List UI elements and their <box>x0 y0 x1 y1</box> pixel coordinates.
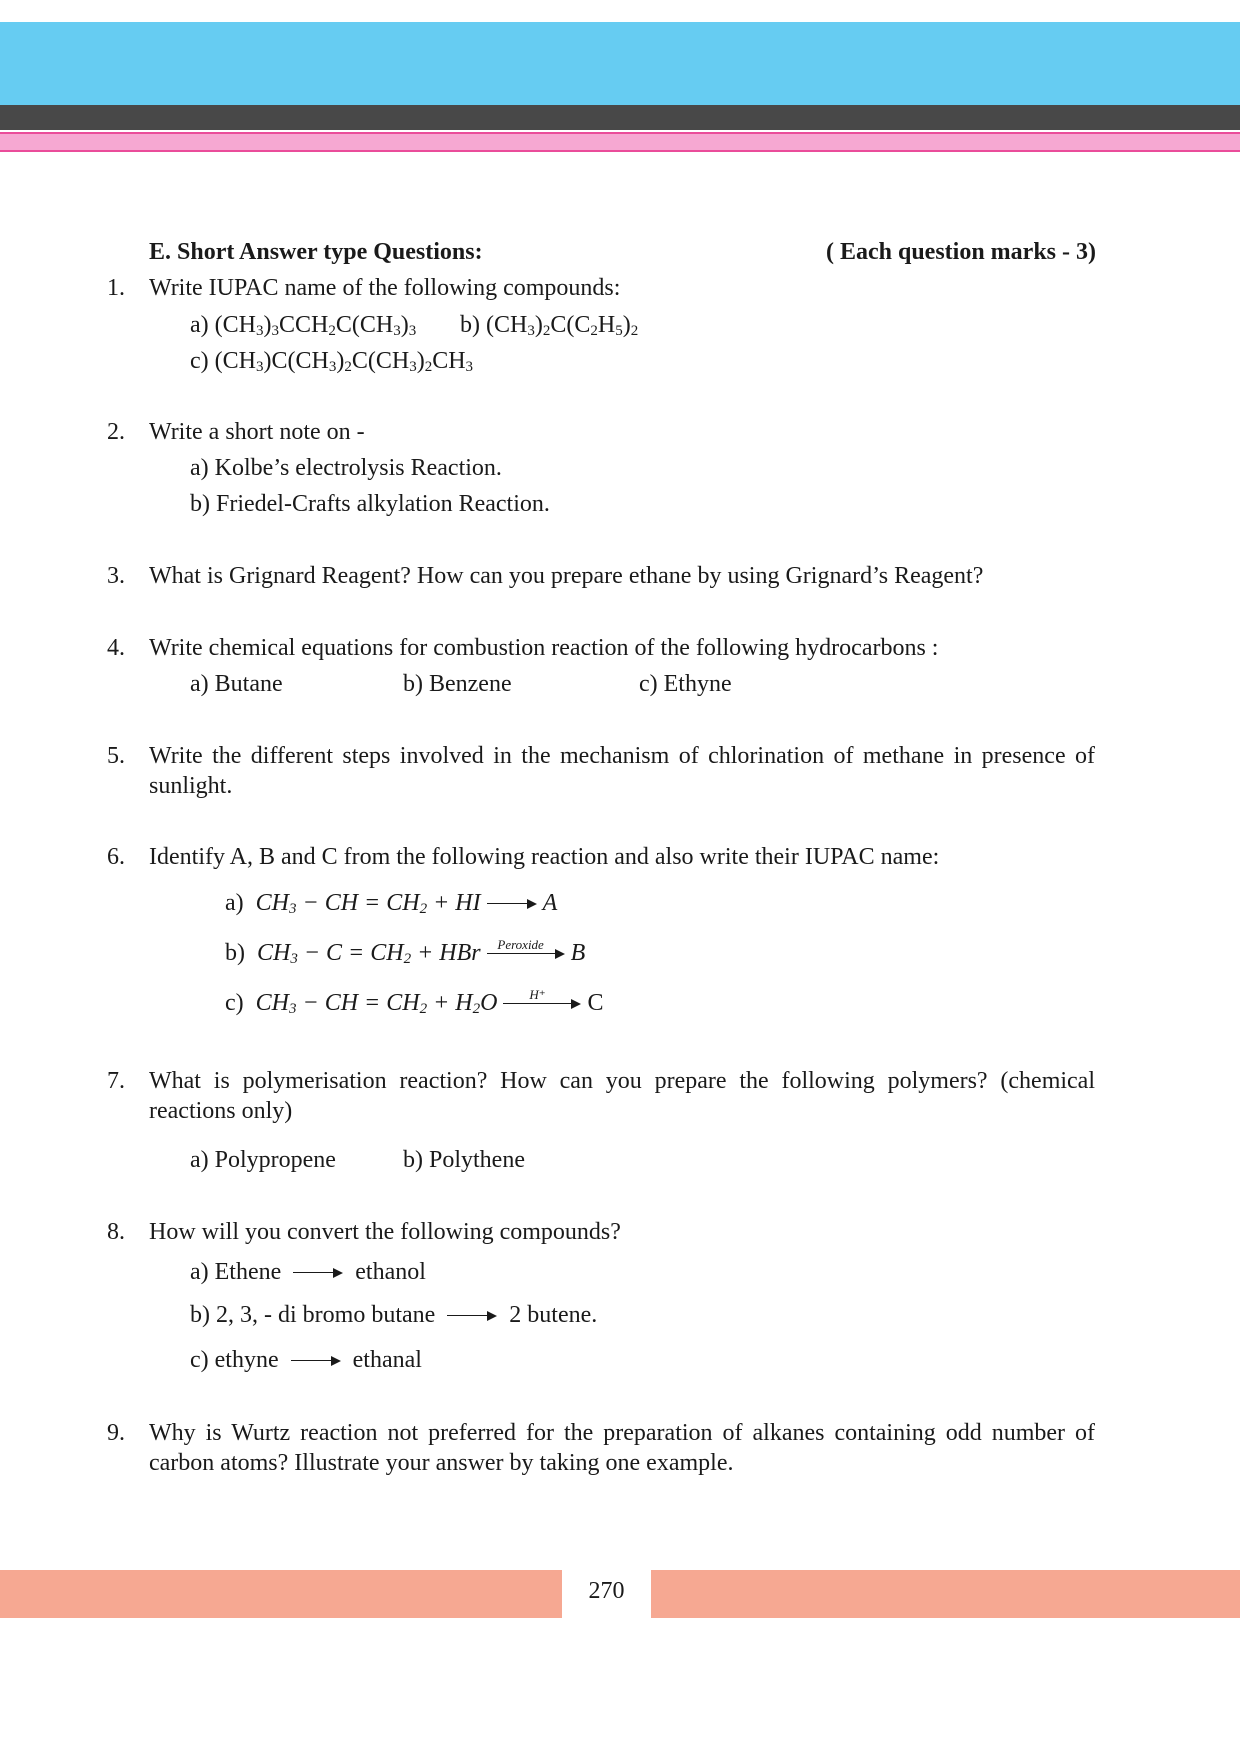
question-number: 2. <box>107 419 125 445</box>
question-5-text: Write the different steps involved in the mechanism of chlorination of methane in presence of sunlight. <box>149 743 1095 799</box>
q1-option-b: b) $(CH_3)_2C(C_2H_5)_2$ <box>460 312 639 339</box>
question-number: 8. <box>107 1219 125 1245</box>
footer-band-right <box>651 1570 1240 1618</box>
question-number: 4. <box>107 635 125 661</box>
q1-option-a: a) $(CH_3)_3CCH_2C(CH_3)_3$ <box>190 312 417 339</box>
conversion-arrow <box>291 1355 341 1367</box>
section-marks: ( Each question marks - 3) <box>825 239 1096 265</box>
q4-option-c: c) Ethyne <box>639 671 732 697</box>
question-3-text: What is Grignard Reagent? How can you prepare ethane by using Grignard’s Reagent? <box>149 563 984 589</box>
q6-reaction-b: b) $CH_3 - C = CH_2$ + HBr Peroxide B <box>225 937 586 967</box>
q1-option-c: c) $(CH_3)C(CH_3)_2C(CH_3)_2CH_3$ <box>190 348 474 375</box>
question-1-text: Write IUPAC name of the following compounds: <box>149 275 621 301</box>
q6-reaction-c: c) $CH_3$ − CH = $CH_2 + H_2O$ H⁺ C <box>225 987 604 1017</box>
conversion-arrow <box>447 1310 497 1322</box>
question-2-text: Write a short note on - <box>149 419 365 445</box>
q7-option-b: b) Polythene <box>403 1147 525 1173</box>
question-8-text: How will you convert the following compounds? <box>149 1219 621 1245</box>
q7-option-a: a) Polypropene <box>190 1147 336 1173</box>
question-4-text: Write chemical equations for combustion reaction of the following hydrocarbons : <box>149 635 939 661</box>
question-number: 5. <box>107 743 125 769</box>
question-9-text: Why is Wurtz reaction not preferred for the preparation of alkanes containing odd number of carbon atoms? Illustrate your answer by taking one example. <box>149 1420 1095 1476</box>
reaction-arrow: Peroxide <box>487 948 565 960</box>
footer-band-left <box>0 1570 562 1618</box>
q8-conversion-a: a) Ethene ethanol <box>190 1259 426 1285</box>
q8-conversion-c: c) ethyne ethanal <box>190 1347 422 1373</box>
question-number: 6. <box>107 844 125 870</box>
q2-option-b: b) Friedel-Crafts alkylation Reaction. <box>190 491 550 517</box>
question-number: 9. <box>107 1420 125 1446</box>
question-number: 1. <box>107 275 125 301</box>
q2-option-a: a) Kolbe’s electrolysis Reaction. <box>190 455 502 481</box>
page-number: 270 <box>588 1578 625 1604</box>
section-title: E. Short Answer type Questions: <box>149 239 483 265</box>
question-7-text: What is polymerisation reaction? How can you prepare the following polymers? (chemical reactions only) <box>149 1068 1095 1124</box>
question-number: 7. <box>107 1068 125 1094</box>
question-number: 3. <box>107 563 125 589</box>
q4-option-b: b) Benzene <box>403 671 512 697</box>
q6-reaction-a: a) $CH_3$ − CH = $CH_2$ + HI A <box>225 890 558 917</box>
reaction-arrow <box>487 898 537 910</box>
conversion-arrow <box>293 1267 343 1279</box>
q4-option-a: a) Butane <box>190 671 283 697</box>
question-6-text: Identify A, B and C from the following reaction and also write their IUPAC name: <box>149 844 940 870</box>
reaction-arrow: H⁺ <box>503 998 581 1010</box>
q8-conversion-b: b) 2, 3, - di bromo butane 2 butene. <box>190 1302 598 1328</box>
